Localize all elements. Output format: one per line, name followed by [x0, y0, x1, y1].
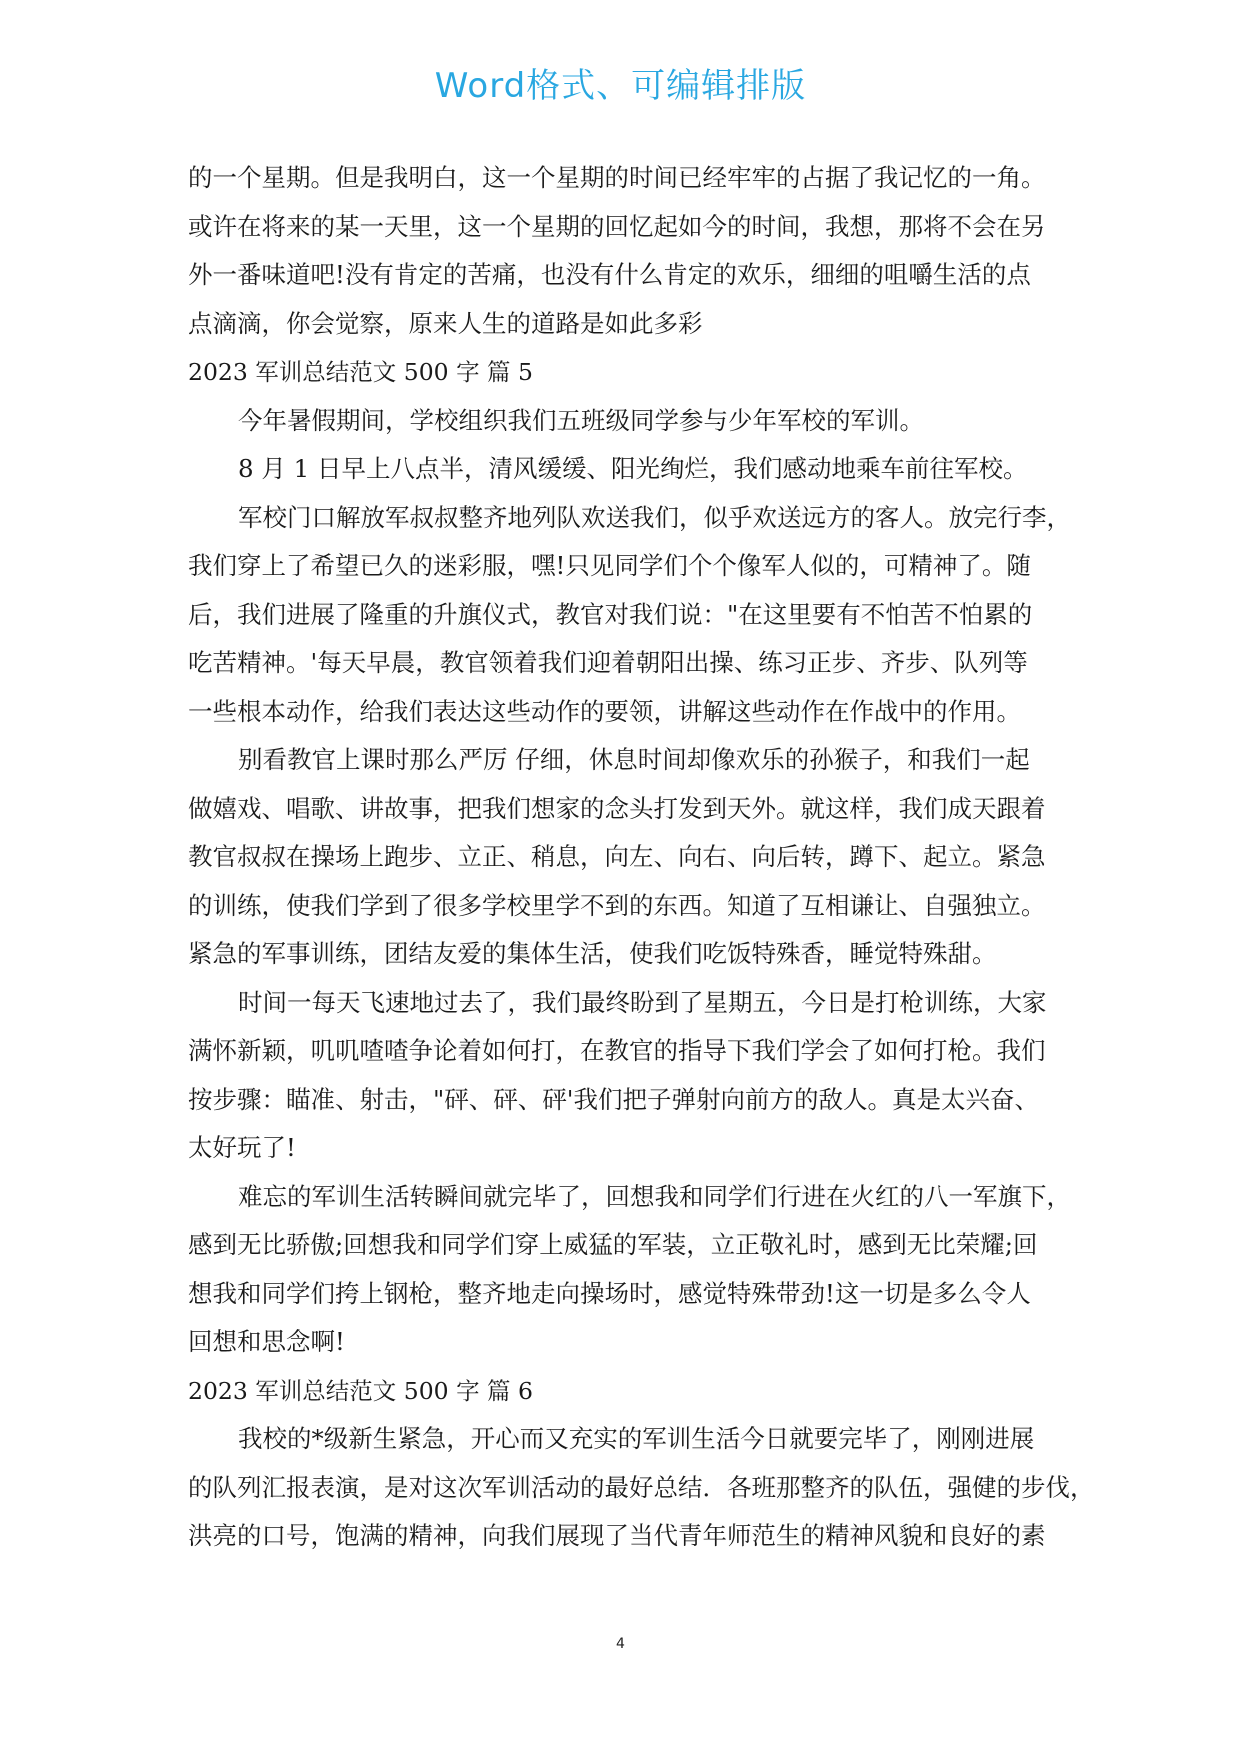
text-line: 按步骤：瞄准、射击，"砰、砰、砰'我们把子弹射向前方的敌人。真是太兴奋、 — [188, 1084, 1040, 1114]
text-line: 想我和同学们挎上钢枪，整齐地走向操场时，感觉特殊带劲!这一切是多么令人 — [188, 1278, 1031, 1308]
text-line: 紧急的军事训练，团结友爱的集体生活，使我们吃饭特殊香，睡觉特殊甜。 — [188, 939, 997, 968]
text-line: 的队列汇报表演，是对这次军训活动的最好总结．各班那整齐的队伍，强健的步伐， — [188, 1472, 1095, 1502]
text-line: 吃苦精神。'每天早晨，教官领着我们迎着朝阳出操、练习正步、齐步、队列等 — [188, 648, 1028, 677]
text-line: 点滴滴，你会觉察，原来人生的道路是如此多彩 — [188, 308, 703, 338]
text-line: 外一番味道吧!没有肯定的苦痛，也没有什么肯定的欢乐，细细的咀嚼生活的点 — [188, 260, 1031, 289]
paragraph-first-line: 8 月 1 日早上八点半，清风缓缓、阳光绚烂，我们感动地乘车前往军校。 — [238, 454, 1028, 483]
text-line: 回想和思念啊! — [188, 1327, 345, 1356]
text-line: 或许在将来的某一天里，这一个星期的回忆起如今的时间，我想，那将不会在另 — [188, 211, 1046, 241]
text-line: 感到无比骄傲;回想我和同学们穿上威猛的军装，立正敬礼时，感到无比荣耀;回 — [188, 1230, 1038, 1259]
text-line: 后，我们进展了隆重的升旗仪式，教官对我们说："在这里要有不怕苦不怕累的 — [188, 599, 1033, 629]
paragraph-first-line: 时间一每天飞速地过去了，我们最终盼到了星期五，今日是打枪训练，大家 — [238, 987, 1047, 1017]
text-line: 我们穿上了希望已久的迷彩服，嘿!只见同学们个个像军人似的，可精神了。随 — [188, 551, 1031, 580]
text-line: 的训练，使我们学到了很多学校里学不到的东西。知道了互相谦让、自强独立。 — [188, 890, 1046, 920]
paragraph-first-line: 别看教官上课时那么严厉 仔细，休息时间却像欢乐的孙猴子，和我们一起 — [238, 745, 1030, 774]
text-line: 一些根本动作，给我们表达这些动作的要领，讲解这些动作在作战中的作用。 — [188, 696, 1021, 726]
page-number: 4 — [616, 1636, 625, 1652]
document-body — [188, 154, 1095, 1561]
page-header-title: Word格式、可编辑排版 — [434, 66, 807, 106]
text-line: 教官叔叔在操场上跑步、立正、稍息，向左、向右、向后转，蹲下、起立。紧急 — [188, 842, 1046, 871]
text-line: 做嬉戏、唱歌、讲故事，把我们想家的念头打发到天外。就这样，我们成天跟着 — [188, 793, 1046, 823]
section-heading: 2023 军训总结范文 500 字 篇 5 — [188, 358, 533, 386]
paragraph-first-line: 今年暑假期间，学校组织我们五班级同学参与少年军校的军训。 — [238, 405, 924, 435]
text-line: 的一个星期。但是我明白，这一个星期的时间已经牢牢的占据了我记忆的一角。 — [188, 163, 1046, 192]
paragraph-first-line: 军校门口解放军叔叔整齐地列队欢送我们，似乎欢送远方的客人。放完行李， — [238, 502, 1071, 532]
paragraph-first-line: 我校的*级新生紧急，开心而又充实的军训生活今日就要完毕了，刚刚进展 — [238, 1424, 1035, 1453]
paragraph-first-line: 难忘的军训生活转瞬间就完毕了，回想我和同学们行进在火红的八一军旗下， — [238, 1181, 1071, 1211]
text-line: 太好玩了! — [188, 1133, 296, 1162]
text-line: 满怀新颖，叽叽喳喳争论着如何打，在教官的指导下我们学会了如何打枪。我们 — [188, 1036, 1046, 1065]
text-line: 洪亮的口号，饱满的精神，向我们展现了当代青年师范生的精神风貌和良好的素 — [188, 1521, 1046, 1550]
section-heading: 2023 军训总结范文 500 字 篇 6 — [188, 1376, 533, 1405]
